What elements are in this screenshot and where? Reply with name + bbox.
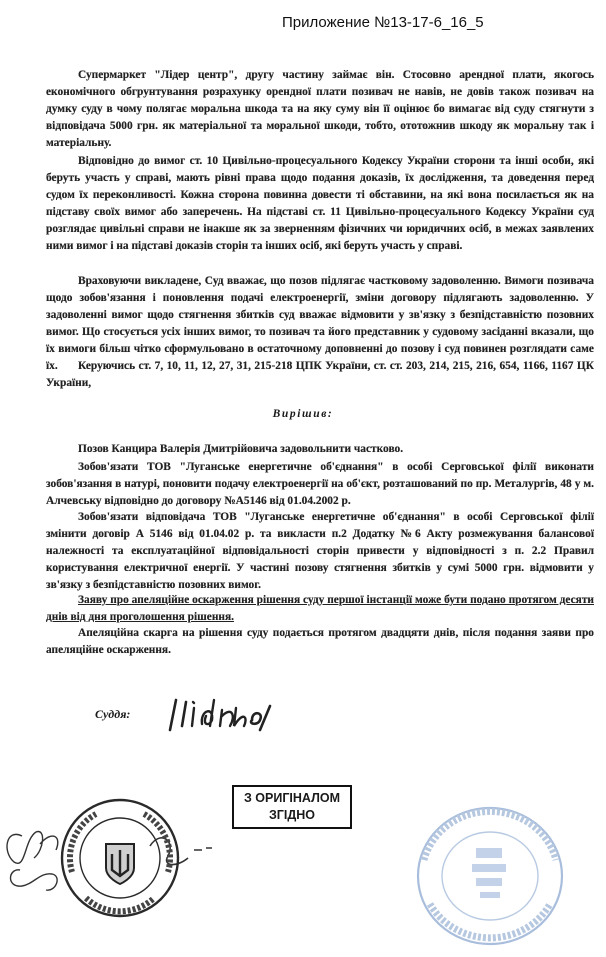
decision-heading: Вирішив:: [272, 408, 334, 420]
paragraph-procedural-code: Відповідно до вимог ст. 10 Цивільно-процесуального Кодексу України сторони та інші особи, які беруть участь у справі, мають рівні права щодо подання доказів, їх дослідження, та доведення перед судом їх переконливості. Кожна сторона повинна довести ті обставини, на які вона посилається як на підставу своїх вимог або заперечень. На підставі ст. 11 Цивільно-процесуального Кодексу України суд розглядає цивільні справи не інакше як за зверненням фізичних чи юридичних осіб, в межах заявлених ними вимог і на підставі доказів сторін та інших осіб, які беруть участь у справі.: [46, 155, 594, 252]
paragraph-rent-damages: Супермаркет "Лідер центр", другу частину займає він. Стосовно арендної плати, якогось економічного обгрунтування розрахунку орендної плати позивач не навів, не довів також позивач на думку суду в чому полягає моральна шкода та на яку суму він її оцінює бо вимагає від суду стягнути з відповідача 5000 грн. як матеріальної та моральної шкоди, тобто, ототожнив шкоду як моральну так і матеріальну.: [46, 69, 594, 149]
decision-item-1: Позов Канцира Валерія Дмитрійовича задовольнити частково.: [78, 443, 404, 455]
appendix-header: Приложение №13-17-6_16_5: [282, 14, 484, 31]
decision-item-2: Зобов'язати ТОВ "Луганське енергетичне об'єднання" в особі Серговської філії виконати зобов'язання в натурі, поновити подачу електроенергії на об'єкт, розташований по пр. Металургів, 48 у м. Алчевську відповідно до договору №А5146 від 01.04.2002 р.: [46, 461, 594, 507]
judge-handwritten-signature: [140, 686, 340, 736]
decision-item-3: Зобов'язати відповідача ТОВ "Луганське енергетичне об'єднання" в особі Серговської філії змінити договір А 5146 від 01.04.02 р. та викласти п.2 Додатку №6 Акту розмежування балансової належності та експлуатаційної відповідальності сторін привести у відповідності з п. 2.2 Правил користування електричної енергії. У частині позову стягнення збитків у сумі 5000 грн. відмовити у зв'язку з безпідставністю позовних вимог.: [46, 511, 594, 591]
paragraph-court-findings: Враховуючи викладене, Суд вважає, що позов підлягає частковому задоволенню. Вимоги позивача щодо зобов'язання і поновлення подачі електроенергії, зміни договору підлягають задоволенню. У задоволенні вимог щодо стягнення збитків суд вважає відмовити у зв'язку з безпідставністю позовних вимог. Що стосується усіх інших вимог, то позивач та його представник у судовому засіданні вказали, що їх вимоги більш чітко сформульовано в остаточному доповненні до позову і суд повинен розглядати саме їх.: [46, 275, 594, 372]
decision-item-appeal-notice: Заяву про апеляційне оскарження рішення суду першої інстанції може бути подано протягом десяти днів від дня проголошення рішення.: [46, 594, 594, 623]
judge-label: Суддя:: [95, 707, 131, 721]
organization-seal: [410, 800, 570, 950]
paragraph-legal-basis: Керуючись ст. 7, 10, 11, 12, 27, 31, 215-218 ЦПК України, ст. ст. 203, 214, 215, 216, 654, 1166, 1167 ЦК України,: [46, 360, 594, 389]
copy-certified-stamp: З ОРИГІНАЛОМ ЗГІДНО: [232, 785, 352, 829]
court-seal: [56, 794, 184, 922]
decision-item-appeal-term: Апеляційна скарга на рішення суду подається протягом двадцяти днів, після подання заяви про апеляційне оскарження.: [46, 627, 594, 656]
